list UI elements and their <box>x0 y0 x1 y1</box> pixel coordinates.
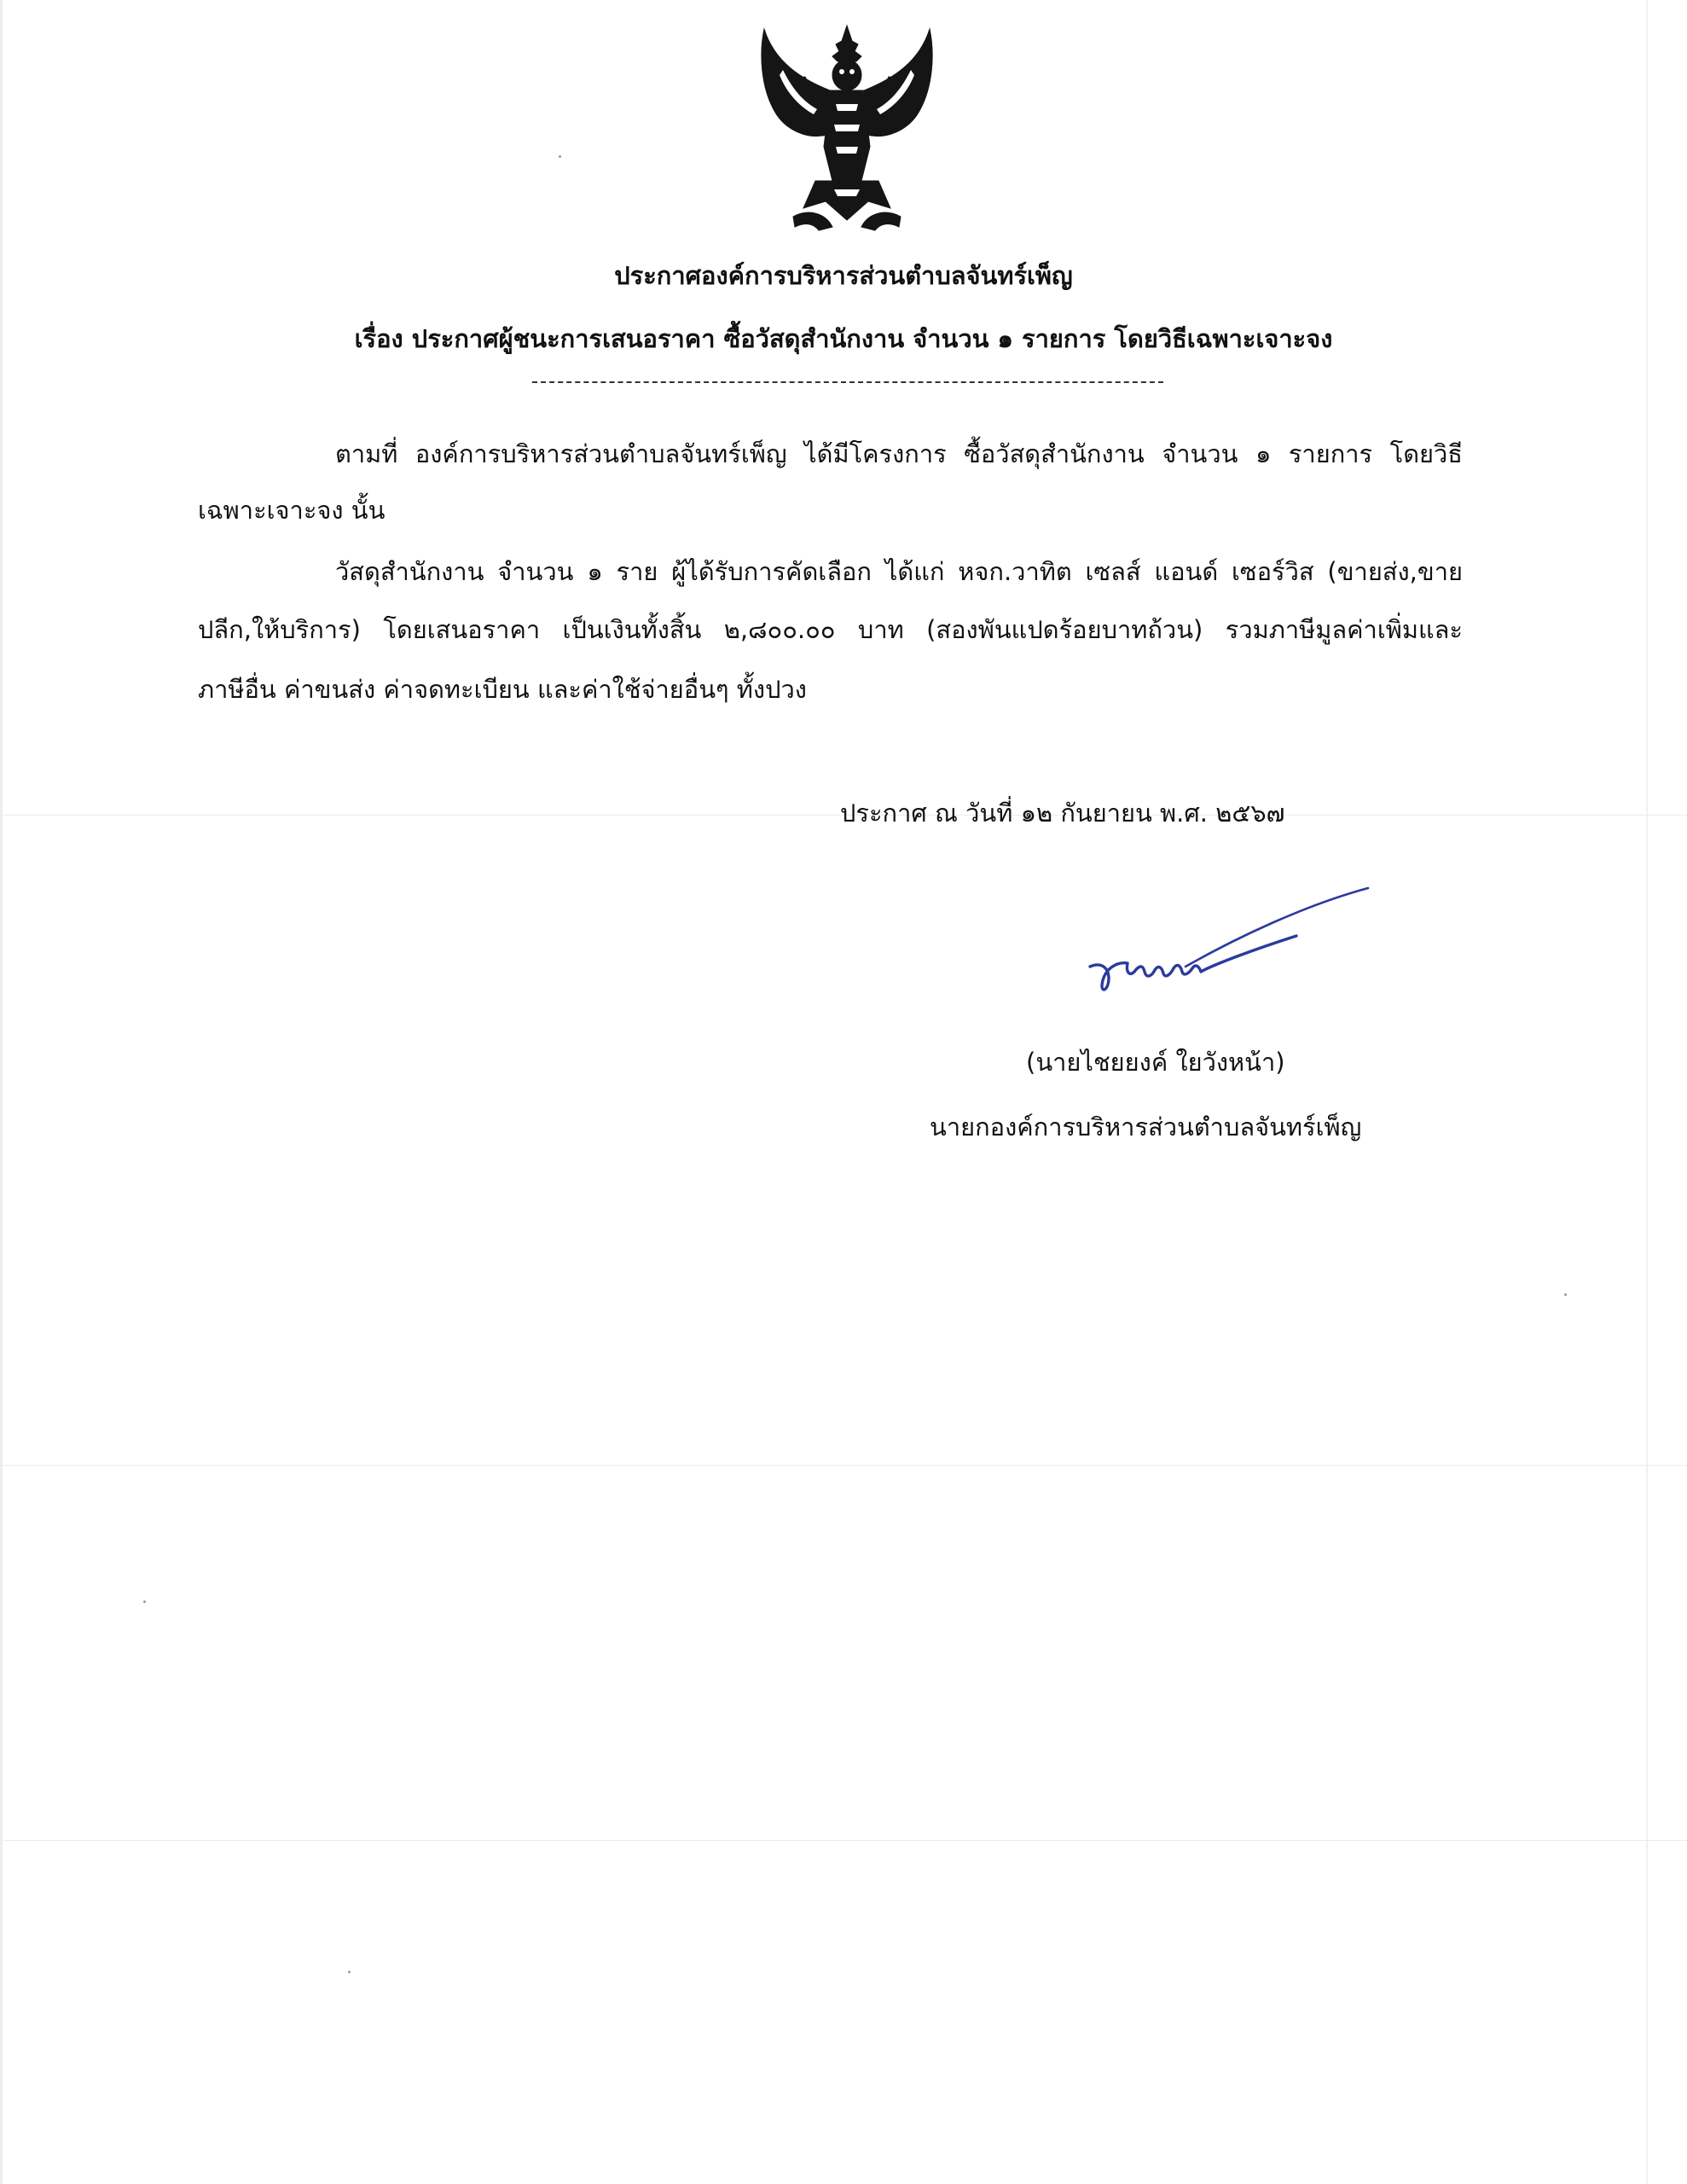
garuda-emblem-icon <box>740 19 954 249</box>
signer-name: (นายไชยยงค์ ใยวังหน้า) <box>1026 1048 1285 1077</box>
scan-speck <box>1564 1293 1567 1296</box>
scan-speck <box>559 155 561 158</box>
announcement-title: ประกาศองค์การบริหารส่วนตำบลจันทร์เพ็ญ <box>614 261 1073 290</box>
announcement-date: ประกาศ ณ วันที่ ๑๒ กันยายน พ.ศ. ๒๕๖๗ <box>840 799 1285 828</box>
scan-line <box>0 1840 1687 1841</box>
dashed-divider <box>532 381 1163 383</box>
scan-speck <box>143 1600 146 1603</box>
body-paragraph-1-line-2: เฉพาะเจาะจง นั้น <box>198 496 386 525</box>
scan-speck <box>348 1971 351 1973</box>
body-paragraph-2-line-1: วัสดุสำนักงาน จำนวน ๑ ราย ผู้ได้รับการคัดเลือก ได้แก่ หจก.วาทิต เซลส์ แอนด์ เซอร์วิส (ขายส่ง,ขาย <box>335 557 1463 586</box>
body-paragraph-2-line-3: ภาษีอื่น ค่าขนส่ง ค่าจดทะเบียน และค่าใช้จ่ายอื่นๆ ทั้งปวง <box>198 675 807 704</box>
signer-title: นายกองค์การบริหารส่วนตำบลจันทร์เพ็ญ <box>930 1112 1362 1141</box>
body-paragraph-1-line-1: ตามที่ องค์การบริหารส่วนตำบลจันทร์เพ็ญ ได้มีโครงการ ซื้อวัสดุสำนักงาน จำนวน ๑ รายการ โดยวิธี <box>335 439 1463 468</box>
signature-icon <box>1083 883 1373 1007</box>
scan-line <box>0 1465 1687 1466</box>
body-paragraph-2-line-2: ปลีก,ให้บริการ) โดยเสนอราคา เป็นเงินทั้งสิ้น ๒,๘๐๐.๐๐ บาท (สองพันแปดร้อยบาทถ้วน) รวมภาษีมูลค่าเพิ่มและ <box>198 615 1463 644</box>
announcement-subject: เรื่อง ประกาศผู้ชนะการเสนอราคา ซื้อวัสดุสำนักงาน จำนวน ๑ รายการ โดยวิธีเฉพาะเจาะจง <box>354 324 1333 353</box>
